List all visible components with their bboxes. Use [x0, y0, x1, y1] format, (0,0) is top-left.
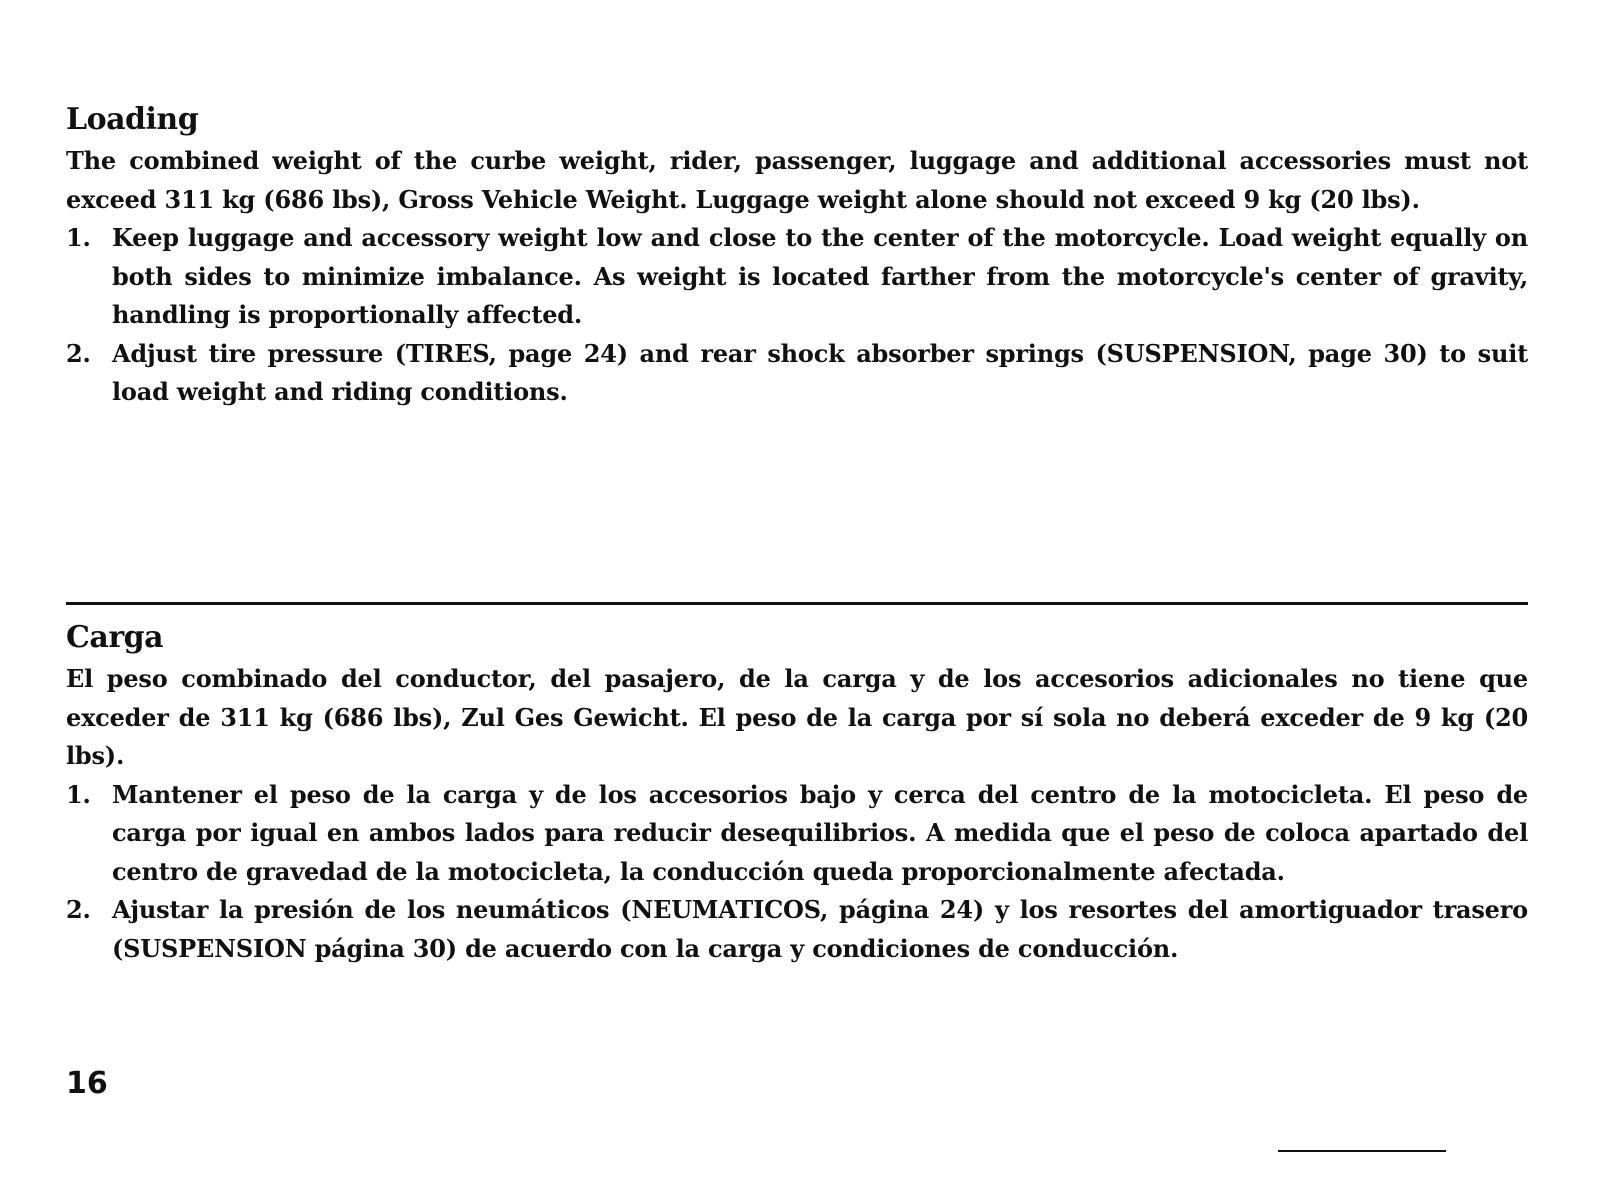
carga-instructions-list — [66, 776, 1528, 969]
loading-instruction-2 — [66, 335, 1528, 412]
carga-heading: Carga — [66, 620, 164, 655]
list-item-text: Keep luggage and accessory weight low and close to the center of the motorcycle. Load weight equally on both sides to minimize imbalance. As weight is located farther from the motorcycle's center of gravity, handling is proportionally affected. — [112, 223, 1528, 329]
page-number: 16 — [66, 1066, 108, 1101]
carga-instruction-1 — [66, 776, 1528, 892]
list-item-text: Ajustar la presión de los neumáticos (NEUMATICOS, página 24) y los resortes del amortiguador trasero (SUSPENSION página 30) de acuerdo con la carga y condiciones de conducción. — [112, 895, 1528, 963]
list-item-text: Adjust tire pressure (TIRES, page 24) and rear shock absorber springs (SUSPENSION, page 30) to suit load weight and riding conditions. — [112, 338, 1528, 406]
list-number: 1. — [66, 223, 91, 252]
loading-instructions-list — [66, 219, 1528, 412]
list-number: 2. — [66, 338, 91, 368]
loading-intro-paragraph: The combined weight of the curbe weight, rider, passenger, luggage and additional accessories must not exceed 311 kg (686 lbs), Gross Vehicle Weight. Luggage weight alone should not exceed 9 kg (20 lbs). — [66, 146, 1528, 214]
loading-heading: Loading — [66, 102, 199, 137]
section-divider — [66, 602, 1528, 605]
list-number: 2. — [66, 895, 91, 924]
carga-intro-paragraph: El peso combinado del conductor, del pasajero, de la carga y de los accesorios adicionales no tiene que exceder de 311 kg (686 lbs), Zul Ges Gewicht. El peso de la carga por sí sola no deberá exceder de 9 kg (20 lbs). — [66, 664, 1528, 770]
list-item-text: Mantener el peso de la carga y de los accesorios bajo y cerca del centro de la motocicleta. El peso de carga por igual en ambos lados para reducir desequilibrios. A medida que el peso de coloca apartado del centro de gravedad de la motocicleta, la conducción queda proporcionalmente afectada. — [112, 779, 1528, 886]
carga-instruction-2 — [66, 891, 1528, 968]
list-number: 1. — [66, 779, 91, 809]
carga-section-spanish — [66, 618, 1528, 968]
footer-rule — [1278, 1150, 1446, 1152]
loading-instruction-1 — [66, 219, 1528, 335]
loading-section-english — [66, 100, 1528, 412]
